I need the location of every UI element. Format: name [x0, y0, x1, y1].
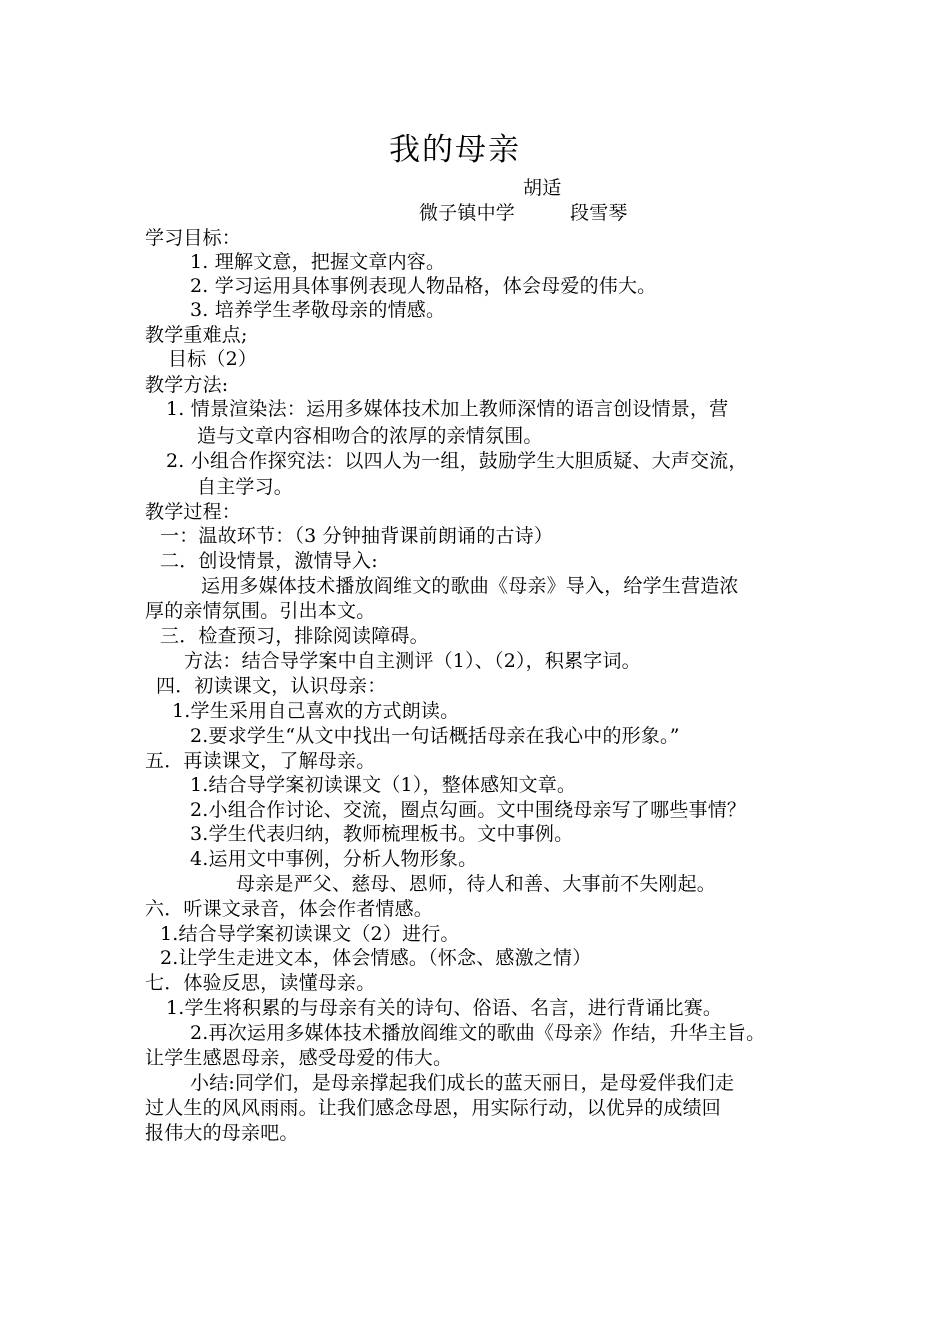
text-line: 四．初读课文，认识母亲：	[156, 675, 387, 697]
text-line: 1.学生将积累的与母亲有关的诗句、俗语、名言，进行背诵比赛。	[166, 997, 723, 1019]
text-line: 2.要求学生“从文中找出一句话概括母亲在我心中的形象。”	[190, 725, 680, 747]
text-line: 二．创设情景，激情导入:	[160, 550, 378, 572]
doc-teacher: 段雪琴	[570, 202, 628, 224]
text-line: 厚的亲情氛围。引出本文。	[145, 600, 376, 622]
text-line: 一：温故环节：（3 分钟抽背课前朗诵的古诗）	[160, 525, 554, 547]
text-line: 母亲是严父、慈母、恩师，待人和善、大事前不失刚起。	[236, 873, 717, 895]
text-line: 3.学生代表归纳，教师梳理板书。文中事例。	[190, 823, 574, 845]
text-line: 七．体验反思，读懂母亲。	[145, 972, 376, 994]
text-line: 4.运用文中事例，分析人物形象。	[190, 848, 478, 870]
text-line: 造与文章内容相吻合的浓厚的亲情氛围。	[197, 425, 543, 447]
text-line: 1.结合导学案初读课文（1），整体感知文章。	[190, 774, 577, 796]
text-line: 三．检查预习，排除阅读障碍。	[160, 625, 429, 647]
text-line: 报伟大的母亲吧。	[145, 1122, 299, 1144]
text-line: 2.让学生走进文本，体会情感。（怀念、感激之情）	[160, 947, 592, 969]
section-heading: 学习目标：	[145, 227, 242, 249]
doc-school: 微子镇中学	[419, 202, 516, 224]
section-heading: 教学重难点;	[145, 324, 248, 346]
list-item: 1. 情景渲染法：运用多媒体技术加上教师深情的语言创设情景，营	[166, 398, 729, 420]
list-item: 2. 学习运用具体事例表现人物品格，体会母爱的伟大。	[190, 275, 657, 297]
doc-title: 我的母亲	[389, 132, 521, 168]
section-heading: 教学方法:	[145, 374, 229, 396]
text-line: 运用多媒体技术播放阎维文的歌曲《母亲》导入，给学生营造浓	[201, 575, 739, 597]
text-line: 小结:同学们，是母亲撑起我们成长的蓝天丽日，是母爱伴我们走	[190, 1072, 735, 1094]
text-line: 2.再次运用多媒体技术播放阎维文的歌曲《母亲》作结，升华主旨。	[190, 1022, 766, 1044]
text-line: 1.结合导学案初读课文（2）进行。	[160, 923, 460, 945]
text-line: 五．再读课文，了解母亲。	[145, 750, 376, 772]
doc-author: 胡适	[523, 177, 562, 199]
list-item: 2. 小组合作探究法：以四人为一组，鼓励学生大胆质疑、大声交流，	[166, 450, 748, 472]
text-line: 方法：结合导学案中自主测评（1）、（2），积累字词。	[184, 650, 641, 672]
text-line: 2.小组合作讨论、交流，圈点勾画。文中围绕母亲写了哪些事情？	[190, 799, 747, 821]
text-line: 让学生感恩母亲，感受母爱的伟大。	[145, 1047, 453, 1069]
text-line: 过人生的风风雨雨。让我们感念母恩，用实际行动，以优异的成绩回	[145, 1097, 722, 1119]
text-line: 1.学生采用自己喜欢的方式朗读。	[172, 700, 460, 722]
list-item: 3. 培养学生孝敬母亲的情感。	[190, 299, 446, 321]
section-heading: 教学过程：	[145, 501, 242, 523]
list-item: 1. 理解文意，把握文章内容。	[190, 251, 446, 273]
text-line: 自主学习。	[197, 476, 294, 498]
text-line: 目标（2）	[168, 348, 258, 370]
text-line: 六．听课文录音，体会作者情感。	[145, 898, 434, 920]
